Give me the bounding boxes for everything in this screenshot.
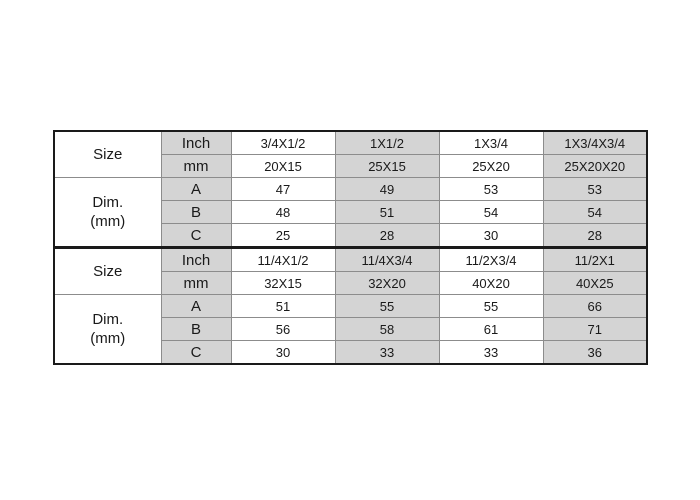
table-cell: 51 (335, 201, 439, 224)
dim-label-line2: (mm) (90, 330, 126, 347)
table-cell: 1X1/2 (335, 131, 439, 155)
table-cell: 66 (543, 295, 647, 318)
table-cell: 40X20 (439, 272, 543, 295)
dim-label (54, 178, 161, 248)
dim-label-line1: Dim. (92, 311, 124, 328)
table-cell: 55 (439, 295, 543, 318)
fitting-dimensions-table (53, 130, 648, 365)
dim-c-label: C (161, 341, 231, 365)
table-cell: 25X15 (335, 155, 439, 178)
table-cell: 53 (543, 178, 647, 201)
table-cell: 28 (335, 224, 439, 248)
table-row (54, 295, 647, 318)
inch-label: Inch (161, 248, 231, 272)
table-cell: 3/4X1/2 (231, 131, 335, 155)
table-cell: 33 (439, 341, 543, 365)
table-cell: 47 (231, 178, 335, 201)
table-cell: 61 (439, 318, 543, 341)
table-cell: 33 (335, 341, 439, 365)
table-cell: 32X20 (335, 272, 439, 295)
table-cell: 11/4X1/2 (231, 248, 335, 272)
dim-b-label: B (161, 201, 231, 224)
dim-label-line2: (mm) (90, 213, 126, 230)
size-label: Size (54, 248, 161, 295)
table-cell: 11/2X3/4 (439, 248, 543, 272)
table-cell: 51 (231, 295, 335, 318)
table-cell: 54 (543, 201, 647, 224)
table-cell: 28 (543, 224, 647, 248)
table-row (54, 178, 647, 201)
mm-label: mm (161, 272, 231, 295)
table-cell: 25 (231, 224, 335, 248)
table-cell: 48 (231, 201, 335, 224)
dim-label-line1: Dim. (92, 194, 124, 211)
dim-b-label: B (161, 318, 231, 341)
table-cell: 40X25 (543, 272, 647, 295)
table-cell: 49 (335, 178, 439, 201)
table-row (54, 131, 647, 155)
table-cell: 11/2X1 (543, 248, 647, 272)
table-cell: 25X20X20 (543, 155, 647, 178)
dim-label (54, 295, 161, 365)
table-cell: 25X20 (439, 155, 543, 178)
dim-c-label: C (161, 224, 231, 248)
mm-label: mm (161, 155, 231, 178)
table-cell: 36 (543, 341, 647, 365)
table-cell: 56 (231, 318, 335, 341)
size-label: Size (54, 131, 161, 178)
table-cell: 30 (231, 341, 335, 365)
table-cell: 30 (439, 224, 543, 248)
dim-a-label: A (161, 295, 231, 318)
inch-label: Inch (161, 131, 231, 155)
table-cell: 53 (439, 178, 543, 201)
table-cell: 1X3/4 (439, 131, 543, 155)
table-cell: 55 (335, 295, 439, 318)
dim-a-label: A (161, 178, 231, 201)
table-cell: 11/4X3/4 (335, 248, 439, 272)
table-cell: 58 (335, 318, 439, 341)
table-row (54, 248, 647, 272)
table-cell: 20X15 (231, 155, 335, 178)
table-cell: 1X3/4X3/4 (543, 131, 647, 155)
table-cell: 32X15 (231, 272, 335, 295)
table-cell: 71 (543, 318, 647, 341)
table-cell: 54 (439, 201, 543, 224)
